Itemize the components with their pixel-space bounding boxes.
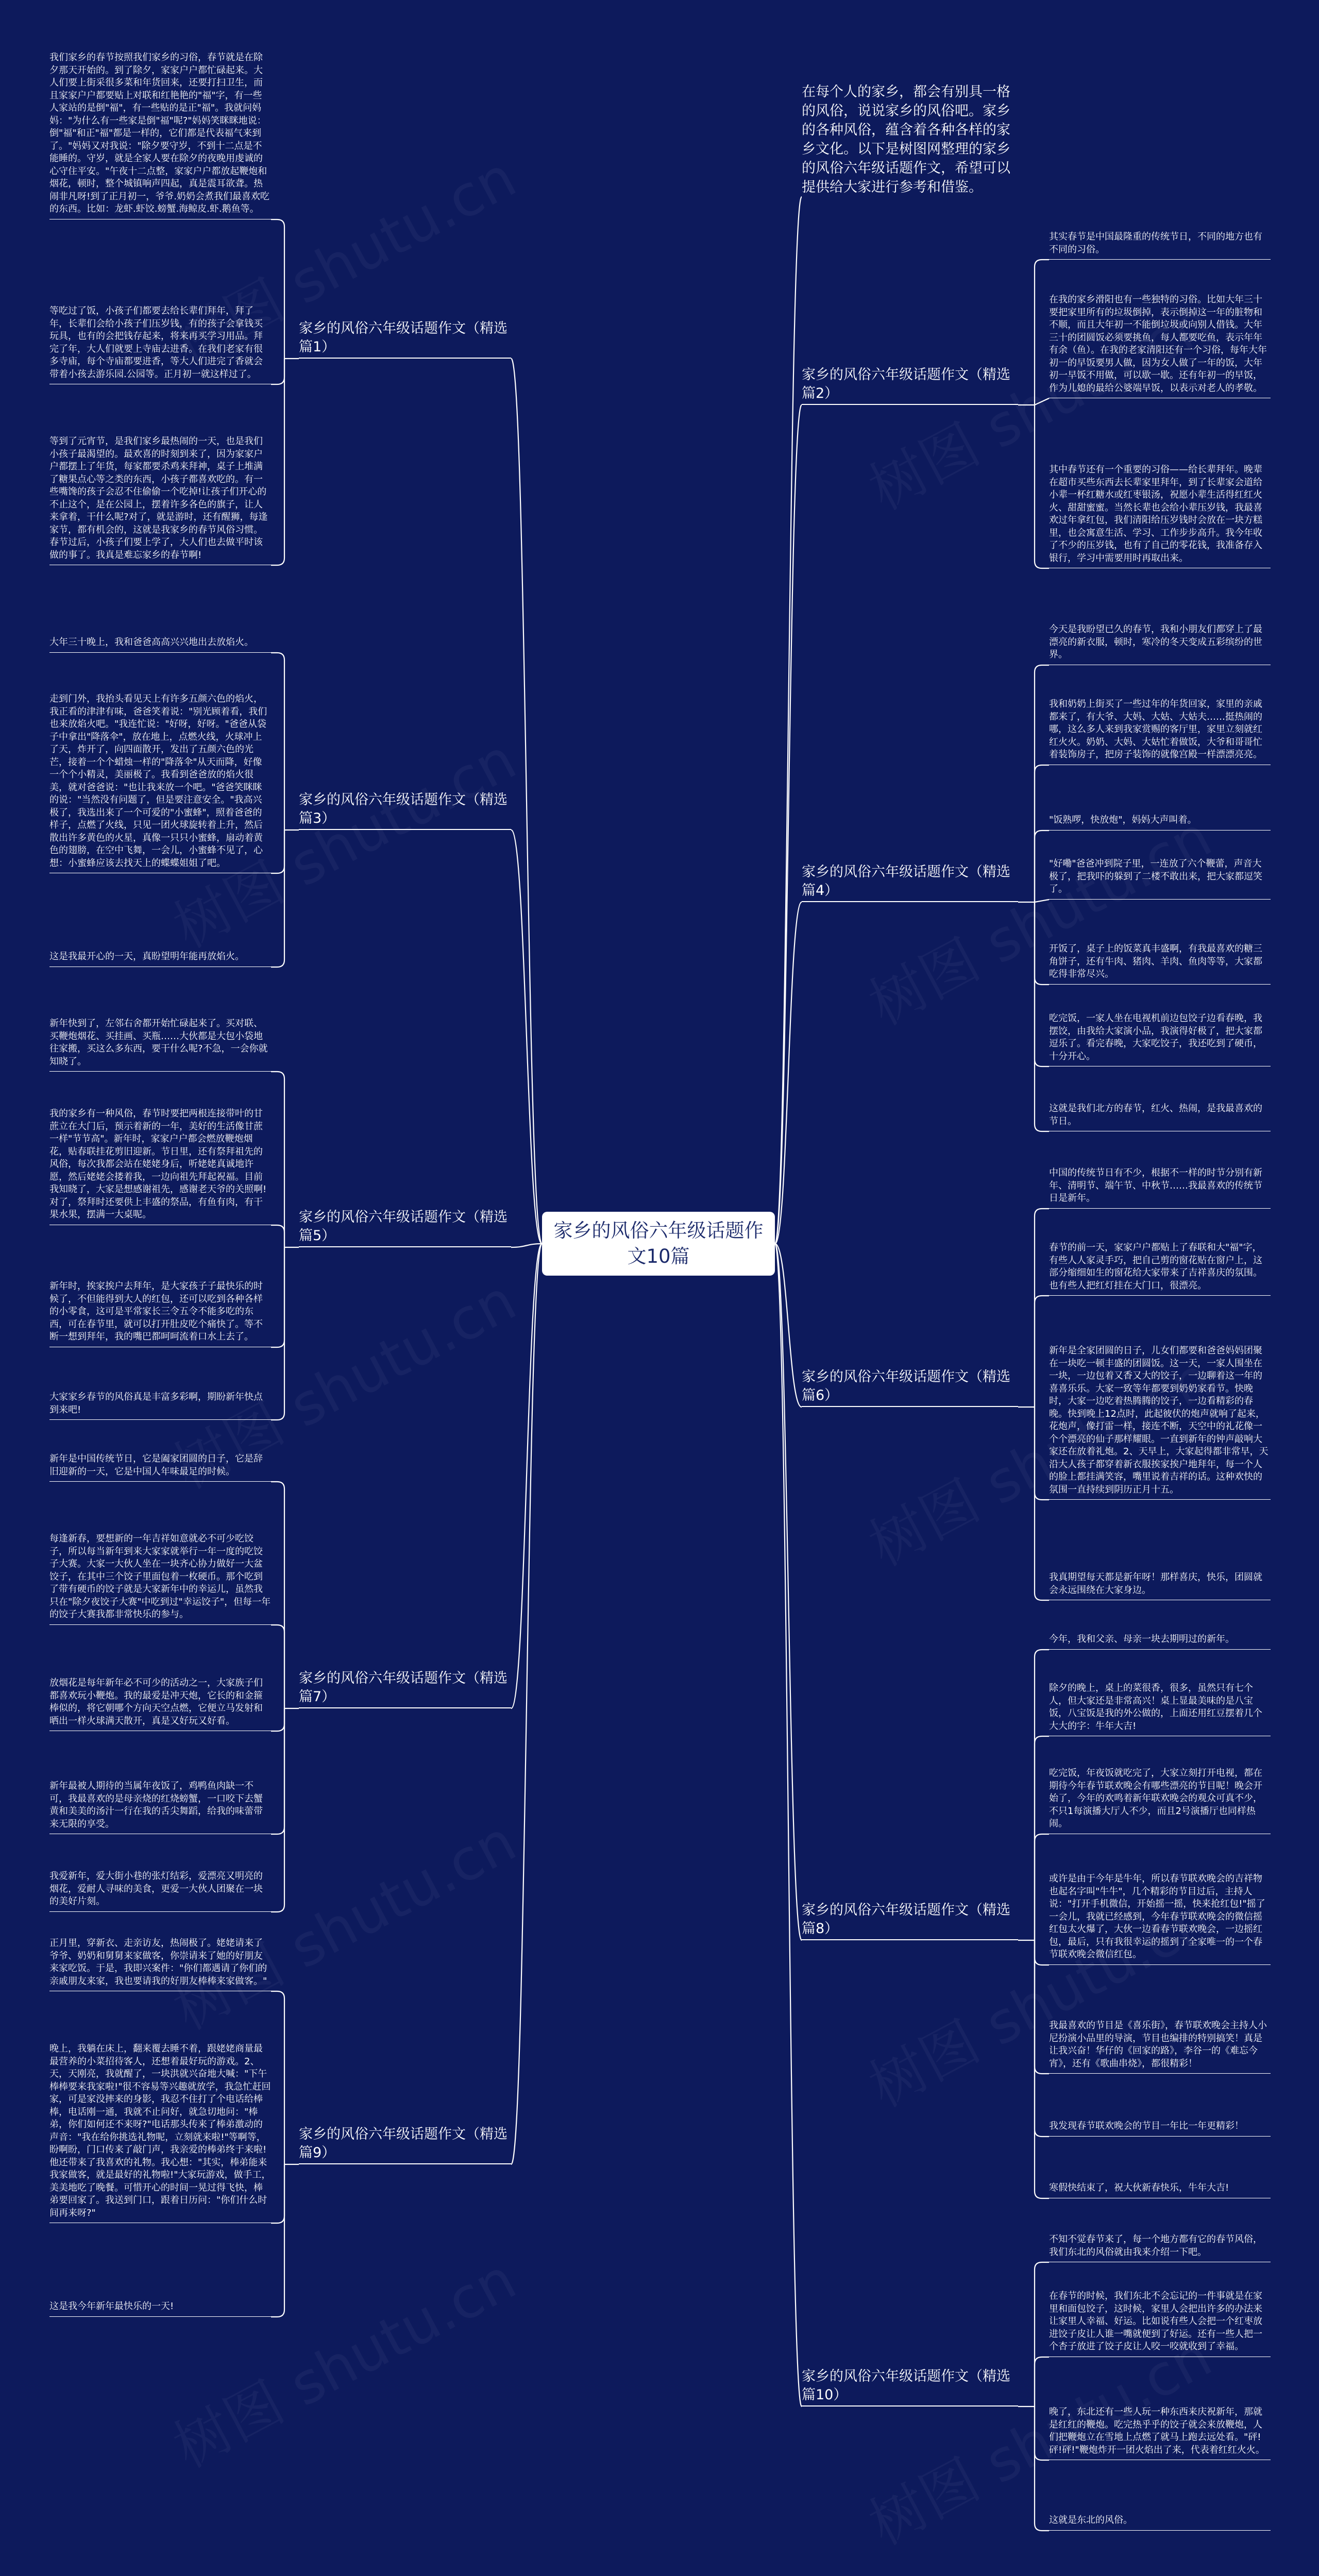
- topic-node[interactable]: 家乡的风俗六年级话题作文（精选篇8）: [802, 1901, 1018, 1940]
- leaf-text: 寒假快结束了，祝大伙新春快乐，牛年大吉!: [1049, 2182, 1271, 2198]
- connector-path: [271, 1072, 284, 1247]
- topic-node[interactable]: 家乡的风俗六年级话题作文（精选篇9）: [299, 2125, 511, 2164]
- connector-path: [1035, 2262, 1049, 2406]
- connector-path: [511, 1244, 542, 1708]
- leaf-text: 在春节的时候，我们东北不会忘记的一件事就是在家里和面包饺子，这时候，家里人会把出许多的办法来让家里人幸福、好运。比如说有些人会把一个红枣放进饺子皮让人谁一嘴就便到了好运。还有一些人把一个杏子放进了饺子皮让人咬一咬就收到了幸福。: [1049, 2290, 1271, 2357]
- topic-node[interactable]: 家乡的风俗六年级话题作文（精选篇3）: [299, 791, 511, 830]
- connector-path: [1035, 1940, 1049, 2137]
- connector-path: [1035, 1834, 1049, 1940]
- connector-path: [511, 1244, 542, 2164]
- leaf-text: 除夕的晚上，桌上的菜很香，很多，虽然只有七个人，但大家还是非常高兴！桌上显最美味的是八宝饭，八宝饭是我的外公做的，上面还用红豆摆着几个大大的字：牛年大吉!: [1049, 1682, 1271, 1736]
- connector-path: [271, 1708, 284, 1731]
- connector-path: [271, 2164, 284, 2317]
- leaf-text: 我们家乡的春节按照我们家乡的习俗，春节就是在除夕那天开始的。到了除夕，家家户户都忙碌起来。大人们要上街采很多菜和年货回来，还要打扫卫生，而且家家户户都要贴上对联和红艳艳的"福"字，有一些人家站的是倒"福"，有一些贴的是正"福"。我就问妈妈："为什么有一些家是倒"福"呢?"妈妈笑眯眯地说：倒"福"和正"福"都是一样的，它们都是代表福气来到了。"妈妈又对我说："除夕要守岁，不到十二点是不能睡的。守岁，就是全家人要在除夕的夜晚用虔诚的心守住平安。"午夜十二点整，家家户户都放起鞭炮和烟花，顿时，整个城镇响声四起，真是震耳欲聋。热闹非凡呀!到了正月初一，爷爷.奶奶会煮我们最喜欢吃的东西。比如：龙虾.虾饺.螃蟹.海鲸皮.虾.鹅鱼等。: [49, 52, 271, 219]
- leaf-text: 我真期望每天都是新年呀！那样喜庆，快乐，团圆就会永远围绕在大家身边。: [1049, 1571, 1271, 1600]
- leaf-text: 这就是东北的风俗。: [1049, 2514, 1271, 2531]
- connector-path: [1035, 1940, 1049, 1965]
- topic-node[interactable]: 家乡的风俗六年级话题作文（精选篇2）: [802, 366, 1018, 405]
- connector-path: [1035, 1296, 1049, 1407]
- connector-path: [1035, 1209, 1049, 1407]
- connector-path: [511, 359, 542, 1244]
- leaf-text: 今天是我盼望已久的春节，我和小朋友们都穿上了最漂亮的新衣服，顿时，寒冷的冬天变成五彩缤纷的世界。: [1049, 623, 1271, 665]
- connector-path: [1035, 902, 1049, 1131]
- leaf-text: 大年三十晚上，我和爸爸高高兴兴地出去放焰火。: [49, 636, 271, 653]
- leaf-text: 我爱新年，爱大街小巷的张灯结彩，爱漂亮又明亮的烟花，爱耐人寻味的美食，更爱一大伙人团聚在一块的美好片刻。: [49, 1870, 271, 1912]
- connector-path: [1035, 1736, 1049, 1940]
- leaf-text: 吃完饭，一家人坐在电视机前边包饺子边看春晚，我摆饺，由我给大家演小品，我演得好极了，把大家都逗乐了。看完春晚，大家吃饺子，我还吃到了硬币，十分开心。: [1049, 1012, 1271, 1066]
- leaf-text: 大家家乡春节的风俗真是丰富多彩啊，期盼新年快点到来吧!: [49, 1391, 271, 1420]
- topic-node[interactable]: 家乡的风俗六年级话题作文（精选篇5）: [299, 1208, 511, 1247]
- connector-path: [1035, 398, 1049, 405]
- leaf-text: 其实春节是中国最隆重的传统节日，不同的地方也有不同的习俗。: [1049, 231, 1271, 260]
- connector-path: [1035, 1940, 1049, 2198]
- connector-path: [271, 830, 284, 873]
- connector-path: [1035, 2406, 1049, 2460]
- leaf-text: 新年最被人期待的当属年夜饭了，鸡鸭鱼肉缺一不可，我最喜欢的是母亲烧的红烧螃蟹，一口咬下去蟹黄和美美的汤汁一行在我的舌尖舞蹈，给我的味蕾带来无限的享受。: [49, 1780, 271, 1834]
- connector-path: [271, 653, 284, 830]
- leaf-text: 晚了，东北还有一些人玩一种东西来庆祝新年，那就是红红的鞭炮。吃完热乎乎的饺子就会来放鞭炮，人们把鞭炮立在雪地上点燃了就马上跑去远处看。"砰!砰!砰!"鞭炮炸开一团火焰出了来，代表着红红火火。: [1049, 2406, 1271, 2460]
- connector-path: [1035, 765, 1049, 902]
- leaf-text: 每逢新春，要想新的一年吉祥如意就必不可少吃饺子，所以每当新年到来大家家就举行一年一度的吃饺子大赛。大家一大伙人坐在一块齐心协力做好一大盆饺子，在其中三个饺子里面包着一枚硬币。那个吃到了带有硬币的饺子就是大家新年中的幸运儿，虽然我只在"除夕夜饺子大赛"中吃到过"幸运饺子"，但每一年的饺子大赛我都非常快乐的参与。: [49, 1533, 271, 1625]
- leaf-text: 这是我最开心的一天，真盼望明年能再放焰火。: [49, 951, 271, 967]
- connector-path: [271, 1247, 284, 1347]
- connector-path: [271, 1991, 284, 2164]
- connector-path: [775, 1244, 802, 2406]
- connector-path: [271, 1708, 284, 1834]
- leaf-text: 等吃过了饭，小孩子们都要去给长辈们拜年，拜了年，长辈们会给小孩子们压岁钱，有的孩子会拿钱买玩具，也有的会把钱存起来，将来再买学习用品。拜完了年，大人们就要上寺庙去进香。在我们老家有很多寺庙，每个寺庙都要进香，等大人们进完了香就会带着小孩去游乐园.公园等。正月初一就这样过了。: [49, 305, 271, 384]
- leaf-text: 这就是我们北方的春节，红火、热闹，是我最喜欢的节日。: [1049, 1103, 1271, 1131]
- connector-path: [775, 405, 802, 1244]
- topic-node[interactable]: 家乡的风俗六年级话题作文（精选篇10）: [802, 2367, 1018, 2406]
- connector-path: [1035, 1407, 1049, 1600]
- leaf-text: 新年快到了，左邻右舍都开始忙碌起来了。买对联、买鞭炮烟花、买挂画、买瓶……大伙都是大包小袋地往家搬，买这么多东西，要干什么呢?不急，一会你就知晓了。: [49, 1018, 271, 1072]
- leaf-text: 正月里，穿新衣、走亲访友，热闹极了。姥姥请来了爷爷、奶奶和舅舅来家做客，你崇请来了她的好朋友来家吃饭。于是，我即兴案件："你们都遇请了你们的亲戚朋友来家，我也要请我的好朋友棒棒来家做客。": [49, 1937, 271, 1991]
- leaf-text: 新年是中国传统节日，它是阖家团圆的日子，它是辞旧迎新的一天，它是中国人年味最足的时候。: [49, 1453, 271, 1482]
- leaf-text: 我和奶奶上街买了一些过年的年货回家，家里的亲戚都来了，有大爷、大妈、大姑、大姑夫……挺热闹的哪，这么多人来到我家赏赐的客厅里，家里立刻就红红火火。奶奶、大妈、大姑忙着做饭，大爷和哥哥忙着装饰房子，把房子装饰的就像宫殿一样漂漂亮亮。: [1049, 698, 1271, 765]
- connector-path: [271, 359, 284, 384]
- leaf-text: 放烟花是每年新年必不可少的活动之一，大家族子们都喜欢玩小鞭炮。我的最爱是冲天炮，它长的和金箍棒似的，将它朝哪个方向天空点燃，它便立马发射和晒出一样火球满天散开，真是又好玩又好看。: [49, 1677, 271, 1731]
- leaf-text: 晚上，我躺在床上，翻来覆去睡不着，跟姥姥商量最最营养的小菜招待客人，还想着最好玩的游戏。2、天，天刚亮，我就醒了，一块洪就兴奋地大喊："下午棒棒要来我家啦!"很不容易等兴趣就放学，我急忙赶回家，可是家没摔来的身影，我忍不住打了个电话给棒棒，电话刚一通，我就不止问好，就急切地问："棒弟，你们如何还不来呀?"电话那头传来了棒弟激动的声音："我在给你挑选礼物呢，立刻就来啦!"等啊等，盼啊盼，门口传来了敲门声，我亲爱的棒弟终于来啦!他还带来了我喜欢的礼物。我心想："其实，棒弟能来我家做客，就是最好的礼物啦!"大家玩游戏，做手工，美美地吃了晚餐。可惜开心的时间一晃过得飞快，棒弟要回家了。我送到门口，跟着日历问："你们什么时间再来呀?": [49, 2043, 271, 2223]
- connector-path: [1035, 665, 1049, 902]
- leaf-text: "好嘞"爸爸冲到院子里，一连放了六个鞭蕾，声音大极了，把我吓的躲到了二楼不敢出来，把大家都逗笑了。: [1049, 858, 1271, 900]
- connector-path: [1035, 2406, 1049, 2531]
- connector-path: [1035, 1407, 1049, 1500]
- leaf-text: 其中春节还有一个重要的习俗——给长辈拜年。晚辈在超市买些东西去长辈家里拜年，到了长辈家会道给小辈一杯红糖水或红枣银汤，祝愿小辈生活得红红火火、甜甜蜜蜜。当然长辈也会给小辈压岁钱，我最喜欢过年拿红包，我们清阳给压岁钱时会放在一块方糕里，也会寓意生活、学习、工作步步高升。我今年收了不少的压岁钱，也有了自己的零花钱，我准备存入银行，学习中需要用时再取出来。: [1049, 464, 1271, 568]
- connector-path: [1035, 900, 1049, 902]
- connector-path: [271, 1708, 284, 1912]
- connector-path: [511, 830, 542, 1244]
- topic-node[interactable]: 家乡的风俗六年级话题作文（精选篇4）: [802, 863, 1018, 902]
- connector-path: [1035, 2357, 1049, 2406]
- leaf-text: 我的家乡有一种风俗，春节时要把两根连接带叶的甘蔗立在大门后，预示着新的一年，美好的生活像甘蔗一样"节节高"。新年时，家家户户都会燃放鞭炮烟花，贴春联挂花剪旧迎新。节日里，还有祭拜祖先的风俗，每次我都会站在姥姥身后，听姥姥真诚地许愿，然后姥姥会搂着我，一边向祖先拜起祝福。目前我知晓了，大家是想感谢祖先，感谢老天爷的关照啊!对了，祭拜时还要供上丰盛的祭品，有鱼有肉，有干果水果，摆满一大桌呢。: [49, 1108, 271, 1225]
- intro-text: 在每个人的家乡，都会有别具一格的风俗，说说家乡的风俗吧。家乡的各种风俗，蕴含着各种各样的家乡文化。以下是树图网整理的家乡的风俗六年级话题作文，希望可以提供给大家进行参考和借鉴。: [802, 84, 1010, 195]
- leaf-text: "饭熟啰，快放炮"，妈妈大声叫着。: [1049, 814, 1271, 831]
- connector-path: [271, 1625, 284, 1708]
- connector-path: [511, 1244, 542, 1247]
- topic-node[interactable]: 家乡的风俗六年级话题作文（精选篇1）: [299, 319, 511, 359]
- leaf-text: 不知不觉春节来了，每一个地方都有它的春节风俗，我们东北的风俗就由我来介绍一下吧。: [1049, 2233, 1271, 2262]
- leaf-text: 这是我今年新年最快乐的一天!: [49, 2300, 271, 2317]
- connector-path: [1035, 1940, 1049, 2074]
- leaf-text: 或许是由于今年是牛年，所以春节联欢晚会的吉祥物也起名字叫"牛牛"，几个精彩的节目过后，主持人说："打开手机微信，开始摇一摇，快来抢红包!"摇了一会儿，我就已经感到，今年春节联欢晚会的微信摇红包太火爆了，大伙一边看春节联欢晚会，一边摇红包，最后，只有我很幸运的摇到了全家唯一的一个春节联欢晚会微信红包。: [1049, 1873, 1271, 1965]
- leaf-text: 春节的前一天，家家户户都贴上了春联和大"福"字，有些人人家灵手巧，把自己剪的窗花贴在窗户上，这部分缩细如生的窗花给大家带来了吉祥喜庆的氛围。也有些人把红灯挂在大门口，很漂亮。: [1049, 1242, 1271, 1296]
- connector-path: [1035, 1650, 1049, 1940]
- leaf-text: 开饭了，桌子上的饭菜真丰盛啊，有我最喜欢的糖三角饼子，还有牛肉、猪肉、羊肉、鱼肉等等，大家都吃得非常尽兴。: [1049, 943, 1271, 985]
- connector-path: [1035, 902, 1049, 985]
- connector-path: [271, 359, 284, 565]
- connector-path: [1035, 260, 1049, 405]
- root-title: 家乡的风俗六年级话题作文10篇: [553, 1219, 764, 1267]
- leaf-text: 中国的传统节日有不少，根据不一样的时节分别有新年、清明节、端午节、中秋节……我最喜欢的传统节日是新年。: [1049, 1167, 1271, 1209]
- connector-path: [271, 1247, 284, 1420]
- topic-node[interactable]: 家乡的风俗六年级话题作文（精选篇6）: [802, 1368, 1018, 1407]
- leaf-text: 等到了元宵节，是我们家乡最热闹的一天，也是我们小孩子最渴望的。最欢喜的时刻到来了，因为家家户户都摆上了年货，每家都要杀鸡来拜神，桌子上堆满了糖果点心等之类的东西，小孩子都喜欢吃的。有一些嘴馋的孩子会忍不住偷偷一个吃掉!让孩子们开心的不止这个，是在公园上，摆着许多各色的旗子，让人来拿着，干什么呢?对了，就是游时，还有醒狮，每逢家节，都有机会的，这就是我家乡的春节风俗习惯。春节过后，小孩子们要上学了，大人们也去做平时该做的事了。我真是难忘家乡的春节啊!: [49, 435, 271, 565]
- connector-path: [1035, 405, 1049, 568]
- leaf-text: 我最喜欢的节目是《喜乐街》，春节联欢晚会主持人小尼扮演小品里的导演，节目也编排的特别搞笑！真是让我兴奋！华仔的《回家的路》，李谷一的《难忘今宵》，还有《歌曲串烧》，都很精彩！: [1049, 2020, 1271, 2074]
- leaf-text: 新年时，挨家挨户去拜年，是大家孩子子最快乐的时候了，不但能得到大人的红包，还可以吃到各种各样的小零食，这可是平常家长三令五令不能多吃的东西，可在春节里，就可以打开肚皮吃个痛快了。等不断一想到拜年，我的嘴巴都呵呵流着口水上去了。: [49, 1280, 271, 1347]
- connector-path: [271, 2164, 284, 2223]
- leaf-text: 在我的家乡滑阳也有一些独特的习俗。比如大年三十要把家里所有的垃圾倒掉，表示倒掉这一年的脏物和不顺，而且大年初一不能倒垃圾或向别人借钱。大年三十的团圆饭必须要挑鱼，每人都要吃鱼，表示年年有余（鱼）。在我的老家清阳还有一个习俗，每年大年初一的早饭要男人做，因为女人做了一年的饭，大年初一早饭不用做，可以歇一歇。还有年初一的早饭，作为儿媳的最给公婆端早饭，以表示对老人的孝敬。: [1049, 294, 1271, 398]
- leaf-text: 今年，我和父亲、母亲一块去期明过的新年。: [1049, 1633, 1271, 1650]
- leaf-text: 走到门外，我抬头看见天上有许多五颜六色的焰火，我正看的津津有味，爸爸笑着说："别光顾着看，我们也来放焰火吧。"我连忙说："好呀，好呀。"爸爸从袋子中拿出"降落伞"，放在地上，点燃火线，火球冲上了天，炸开了，向四面散开，发出了五颜六色的光芒，接着一个个蜡烛一样的"降落伞"从天而降，好像一个个小精灵，美丽极了。我看到爸爸放的焰火很美，就对爸爸说："也让我来放一个吧。"爸爸笑眯眯的说："当然没有问题了，但是要注意安全。"我高兴极了，我选出来了一个可爱的"小蜜蜂"，照着爸爸的样子，点燃了火线，只见一团火球旋转着上升，然后散出许多黄色的火星，真像一只只小蜜蜂，扇动着黄色的翅膀，在空中飞舞，一会儿，小蜜蜂不见了，心想：小蜜蜂应该去找天上的蝶蝶姐姐了吧。: [49, 693, 271, 873]
- connector-path: [271, 219, 284, 359]
- connector-path: [1035, 831, 1049, 902]
- connector-path: [775, 902, 802, 1244]
- leaf-text: 新年是全家团圆的日子，儿女们都要和爸爸妈妈团聚在一块吃一顿丰盛的团圆饭。这一天，一家人围坐在一块，一边包着又香又大的饺子，一边聊着这一年的喜喜乐乐。大家一致等年都要到奶奶家看节。快晚时，大家一边吃着热腾腾的饺子，一边看精彩的春晚。快到晚上12点时，此起彼伏的炮声就响了起来，花炮声，像打雷一样，接连不断，天空中的礼花像一个个漂亮的仙子那样耀眼。一直到新年的钟声敲响大家还在放着礼炮。2、天早上，大家起得都非常早，天沿大人孩子都穿着新衣服挨家挨户地拜年，每一个人的脸上都挂满笑容，嘴里说着吉祥的话。这种欢快的氛围一直持续到阴历正月十五。: [1049, 1345, 1271, 1500]
- leaf-text: 我发现春节联欢晚会的节目一年比一年更精彩！: [1049, 2120, 1271, 2137]
- topic-node[interactable]: 家乡的风俗六年级话题作文（精选篇7）: [299, 1669, 511, 1708]
- connector-path: [271, 830, 284, 967]
- leaf-text: 吃完饭，年夜饭就吃完了，大家立刻打开电视，都在期待今年春节联欢晚会有哪些漂亮的节目呢！晚会开始了，今年的欢鸣着新年联欢晚会的观众可真不少，不只1每演播大厅人不少，而且2号演播厅也同样热闹。: [1049, 1767, 1271, 1834]
- root-node[interactable]: [542, 1212, 775, 1276]
- connector-path: [271, 1225, 284, 1247]
- connector-path: [271, 1482, 284, 1708]
